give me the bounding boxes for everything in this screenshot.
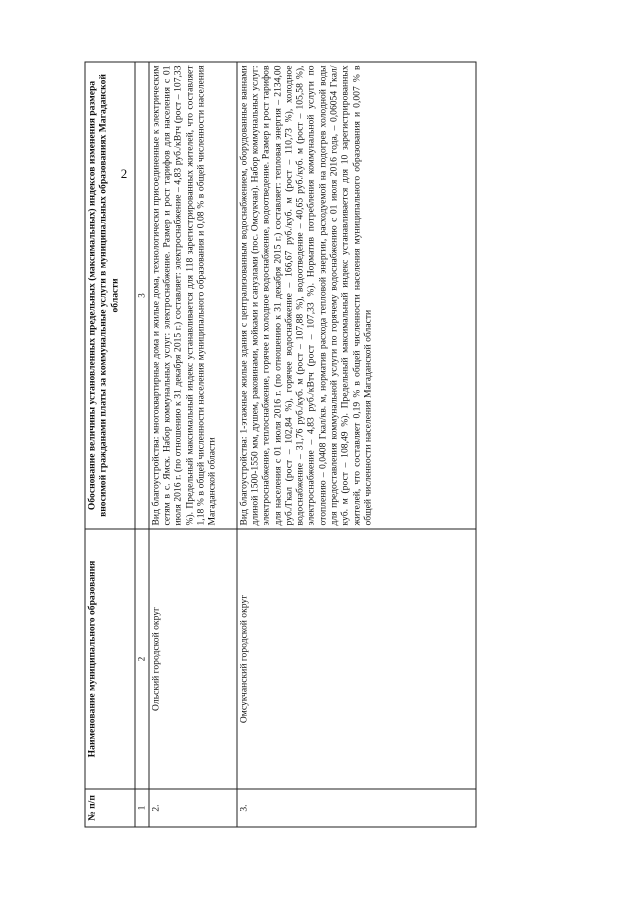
- indices-table: [84, 61, 476, 827]
- col-number-2: 2: [135, 529, 149, 789]
- table-row: [236, 62, 475, 827]
- column-numbers-row: [135, 62, 149, 827]
- header-name: Наименование муниципального образования: [85, 529, 135, 789]
- rotated-table-wrapper: [84, 62, 476, 827]
- row-name: Омсукчанский городской округ: [236, 529, 475, 789]
- row-text: Вид благоустройства: многоквартирные дома и жилые дома, технологически присоединенные к электрическим сетям в с. Ямск. Набор коммунальных услуг: электроснабжение. Размер и рост тарифов для населения с 01 июля 2016 г. (по отношению к 31 декабря 2015 г.) составляет: электроснабжение – 4,83 руб./кВтч (рост – 107,33 %). Предельный максимальный индекс устанавливается для 118 зарегистрированных жителей, что составляет 1,18 % в общей численности населения муниципального образования и 0,08 % в общей численности населения Магаданской области: [148, 62, 236, 529]
- table-row: [148, 62, 236, 827]
- row-num: 2.: [148, 789, 236, 827]
- col-number-3: 3: [135, 62, 149, 529]
- row-text: Вид благоустройства: 1-этажные жилые здания с централизованным водоснабжением, оборудованные ваннами длиной 1500-1550 мм, душем, раковинами, мойками и санузлами (пос. Омсукчан). Набор коммунальных услуг: электроснабжение, теплоснабжение, горячее и холодное водоснабжение, водоотведение. Размер и рост тарифов для населения с 01 июля 2016 г. (по отношению к 31 декабря 2015 г.) составляет: тепловая энергия – 2134,00 руб./Гкал (рост – 102,84 %), горячее водоснабжение – 166,67 руб./куб. м (рост – 110,73 %), холодное водоснабжение – 31,76 руб./куб. м (рост – 107,88 %), водоотведение – 40,65 руб./куб. м (рост – 105,58 %), электроснабжение – 4,83 руб./кВтч (рост – 107,33 %). Норматив потребления коммунальной услуги по отоплению – 0,0408 Гкал/кв. м, норматив расхода тепловой энергии, расходуемой на подогрев холодной воды для предоставления коммунальной услуги по горячему водоснабжению с 01 июля 2016 года, – 0,06054 Гкал/ куб. м (рост – 108,49 %). Предельный максимальный индекс устанавливается для 10 зарегистрированных жителей, что составляет 0,19 % в общей численности населения муниципального образования и 0,007 % в общей численности населения Магаданской области: [236, 62, 475, 529]
- col-number-1: 1: [135, 789, 149, 827]
- row-num: 3.: [236, 789, 475, 827]
- header-basis: Обоснование величины установленных предельных (максимальных) индексов изменения размера вносимой гражданами платы за коммунальные услуги в муниципальных образованиях Магаданской области: [85, 62, 135, 529]
- table-header-row: [85, 62, 135, 827]
- header-num: № п/п: [85, 789, 135, 827]
- row-name: Ольский городской округ: [148, 529, 236, 789]
- page-number: 2: [120, 166, 128, 181]
